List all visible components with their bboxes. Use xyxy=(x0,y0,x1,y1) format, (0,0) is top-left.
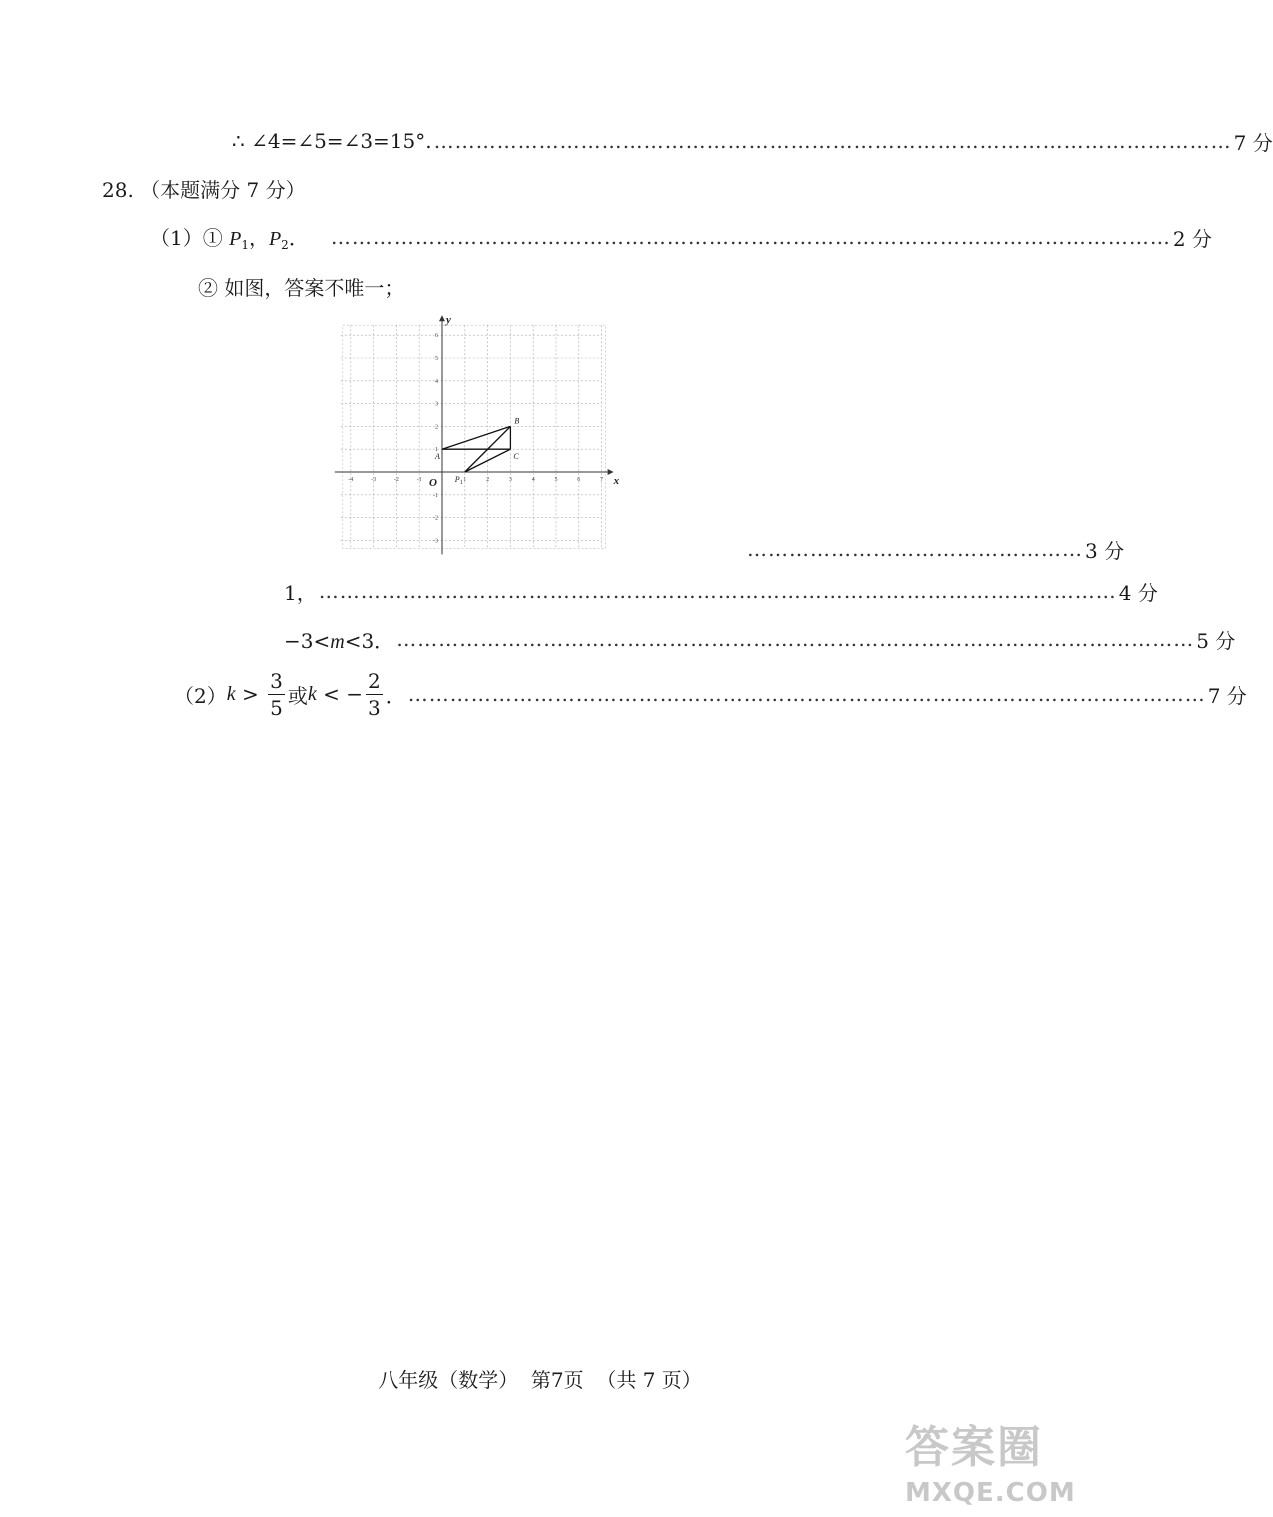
y-tick-label: -2 xyxy=(433,515,438,522)
score-4: 4 分 xyxy=(1118,580,1158,605)
score-3: 3 分 xyxy=(1085,538,1125,563)
q28-1-2-text: ② 如图，答案不唯一； xyxy=(198,275,405,300)
q28-2-line xyxy=(174,664,1247,724)
y-tick-label: 4 xyxy=(435,378,438,385)
score-2: 2 分 xyxy=(1172,226,1212,251)
x-tick-label: 5 xyxy=(554,477,558,483)
answer-m-line xyxy=(284,624,1236,654)
answer-1-text: 1， xyxy=(284,580,317,605)
x-tick-label: 7 xyxy=(600,477,604,483)
x-tick-label: 3 xyxy=(508,477,512,483)
x-axis-label: x xyxy=(613,475,620,487)
figure-score-line xyxy=(745,534,1125,564)
page-footer: 八年级（数学） 第7页 （共 7 页） xyxy=(378,1368,702,1392)
point-label-sub: 1 xyxy=(459,480,463,486)
segment-p1-c xyxy=(465,449,511,472)
origin-label: O xyxy=(429,477,437,489)
score-7: 7 分 xyxy=(1233,130,1273,155)
fraction-two-thirds: $\frac{2}{3}$ xyxy=(367,668,381,720)
leader-dots: …………………………………………………………………………………………………… xyxy=(433,129,1232,153)
y-tick-label: 5 xyxy=(435,356,438,362)
tick-labels xyxy=(348,333,603,544)
x-tick-label: 2 xyxy=(486,477,490,483)
y-tick-label: 3 xyxy=(435,401,438,408)
x-tick-label: 1 xyxy=(463,477,467,483)
leader-dots: …………………………………………………………………………………………………… xyxy=(407,682,1206,706)
answer-shape xyxy=(442,426,510,472)
leader-dots: ………………………………………… xyxy=(747,537,1083,561)
point-label-p1: $P_1$ xyxy=(454,475,463,486)
x-tick-label: -3 xyxy=(371,477,377,483)
angle-result-text: ∴ ∠4=∠5=∠3=15°. xyxy=(232,129,432,153)
q28-2-inequality: （2） k > $\frac{3}{5}$ 或 k < − $\frac{2}{3}$ ． xyxy=(174,668,406,720)
segment-a-b xyxy=(442,426,510,449)
answer-1-line xyxy=(284,576,1158,606)
angle-result-line xyxy=(232,126,1273,156)
point-label-a: A xyxy=(435,452,440,462)
coordinate-figure xyxy=(340,314,630,545)
point-label-b: B xyxy=(514,416,520,426)
x-tick-label: 4 xyxy=(531,477,535,483)
point-label-c: C xyxy=(513,452,519,462)
y-tick-label: 6 xyxy=(435,333,438,340)
leader-dots: …………………………………………………………………………………………………… xyxy=(396,627,1195,651)
score-5: 5 分 xyxy=(1196,628,1236,653)
score-7b: 7 分 xyxy=(1207,683,1247,708)
fraction-three-fifths: $\frac{3}{5}$ xyxy=(270,668,283,720)
axes xyxy=(335,314,620,554)
leader-dots: ………………………………………………………………………………………………………… xyxy=(330,225,1171,249)
x-tick-label: -1 xyxy=(416,477,422,483)
q28-1-1-answer: （1）① $P_1$，$P_2$． xyxy=(150,226,309,252)
q28-1-1-line xyxy=(150,222,1212,252)
watermark-logo xyxy=(905,1420,1076,1515)
question-28-title: 28. （本题满分 7 分） xyxy=(102,177,306,202)
y-tick-label: 2 xyxy=(435,424,438,431)
leader-dots: …………………………………………………………………………………………………… xyxy=(318,579,1117,603)
q28-1-2-line xyxy=(198,271,404,301)
x-tick-label: -4 xyxy=(348,477,354,483)
y-axis-arrow xyxy=(439,315,445,321)
grid-border xyxy=(343,325,606,548)
y-tick-label: -3 xyxy=(433,538,438,545)
answer-m-range: −3<m<3． xyxy=(284,628,395,653)
watermark-en: MXQE.COM xyxy=(905,1478,1076,1508)
question-28-header xyxy=(102,173,306,203)
x-tick-label: -2 xyxy=(393,477,399,483)
x-tick-label: 6 xyxy=(577,477,581,483)
y-tick-label: 1 xyxy=(435,447,438,454)
watermark-cn: 答案圈 xyxy=(905,1422,1043,1473)
y-axis-label: y xyxy=(446,314,451,327)
grid xyxy=(341,325,606,548)
y-tick-label: -1 xyxy=(433,492,438,499)
